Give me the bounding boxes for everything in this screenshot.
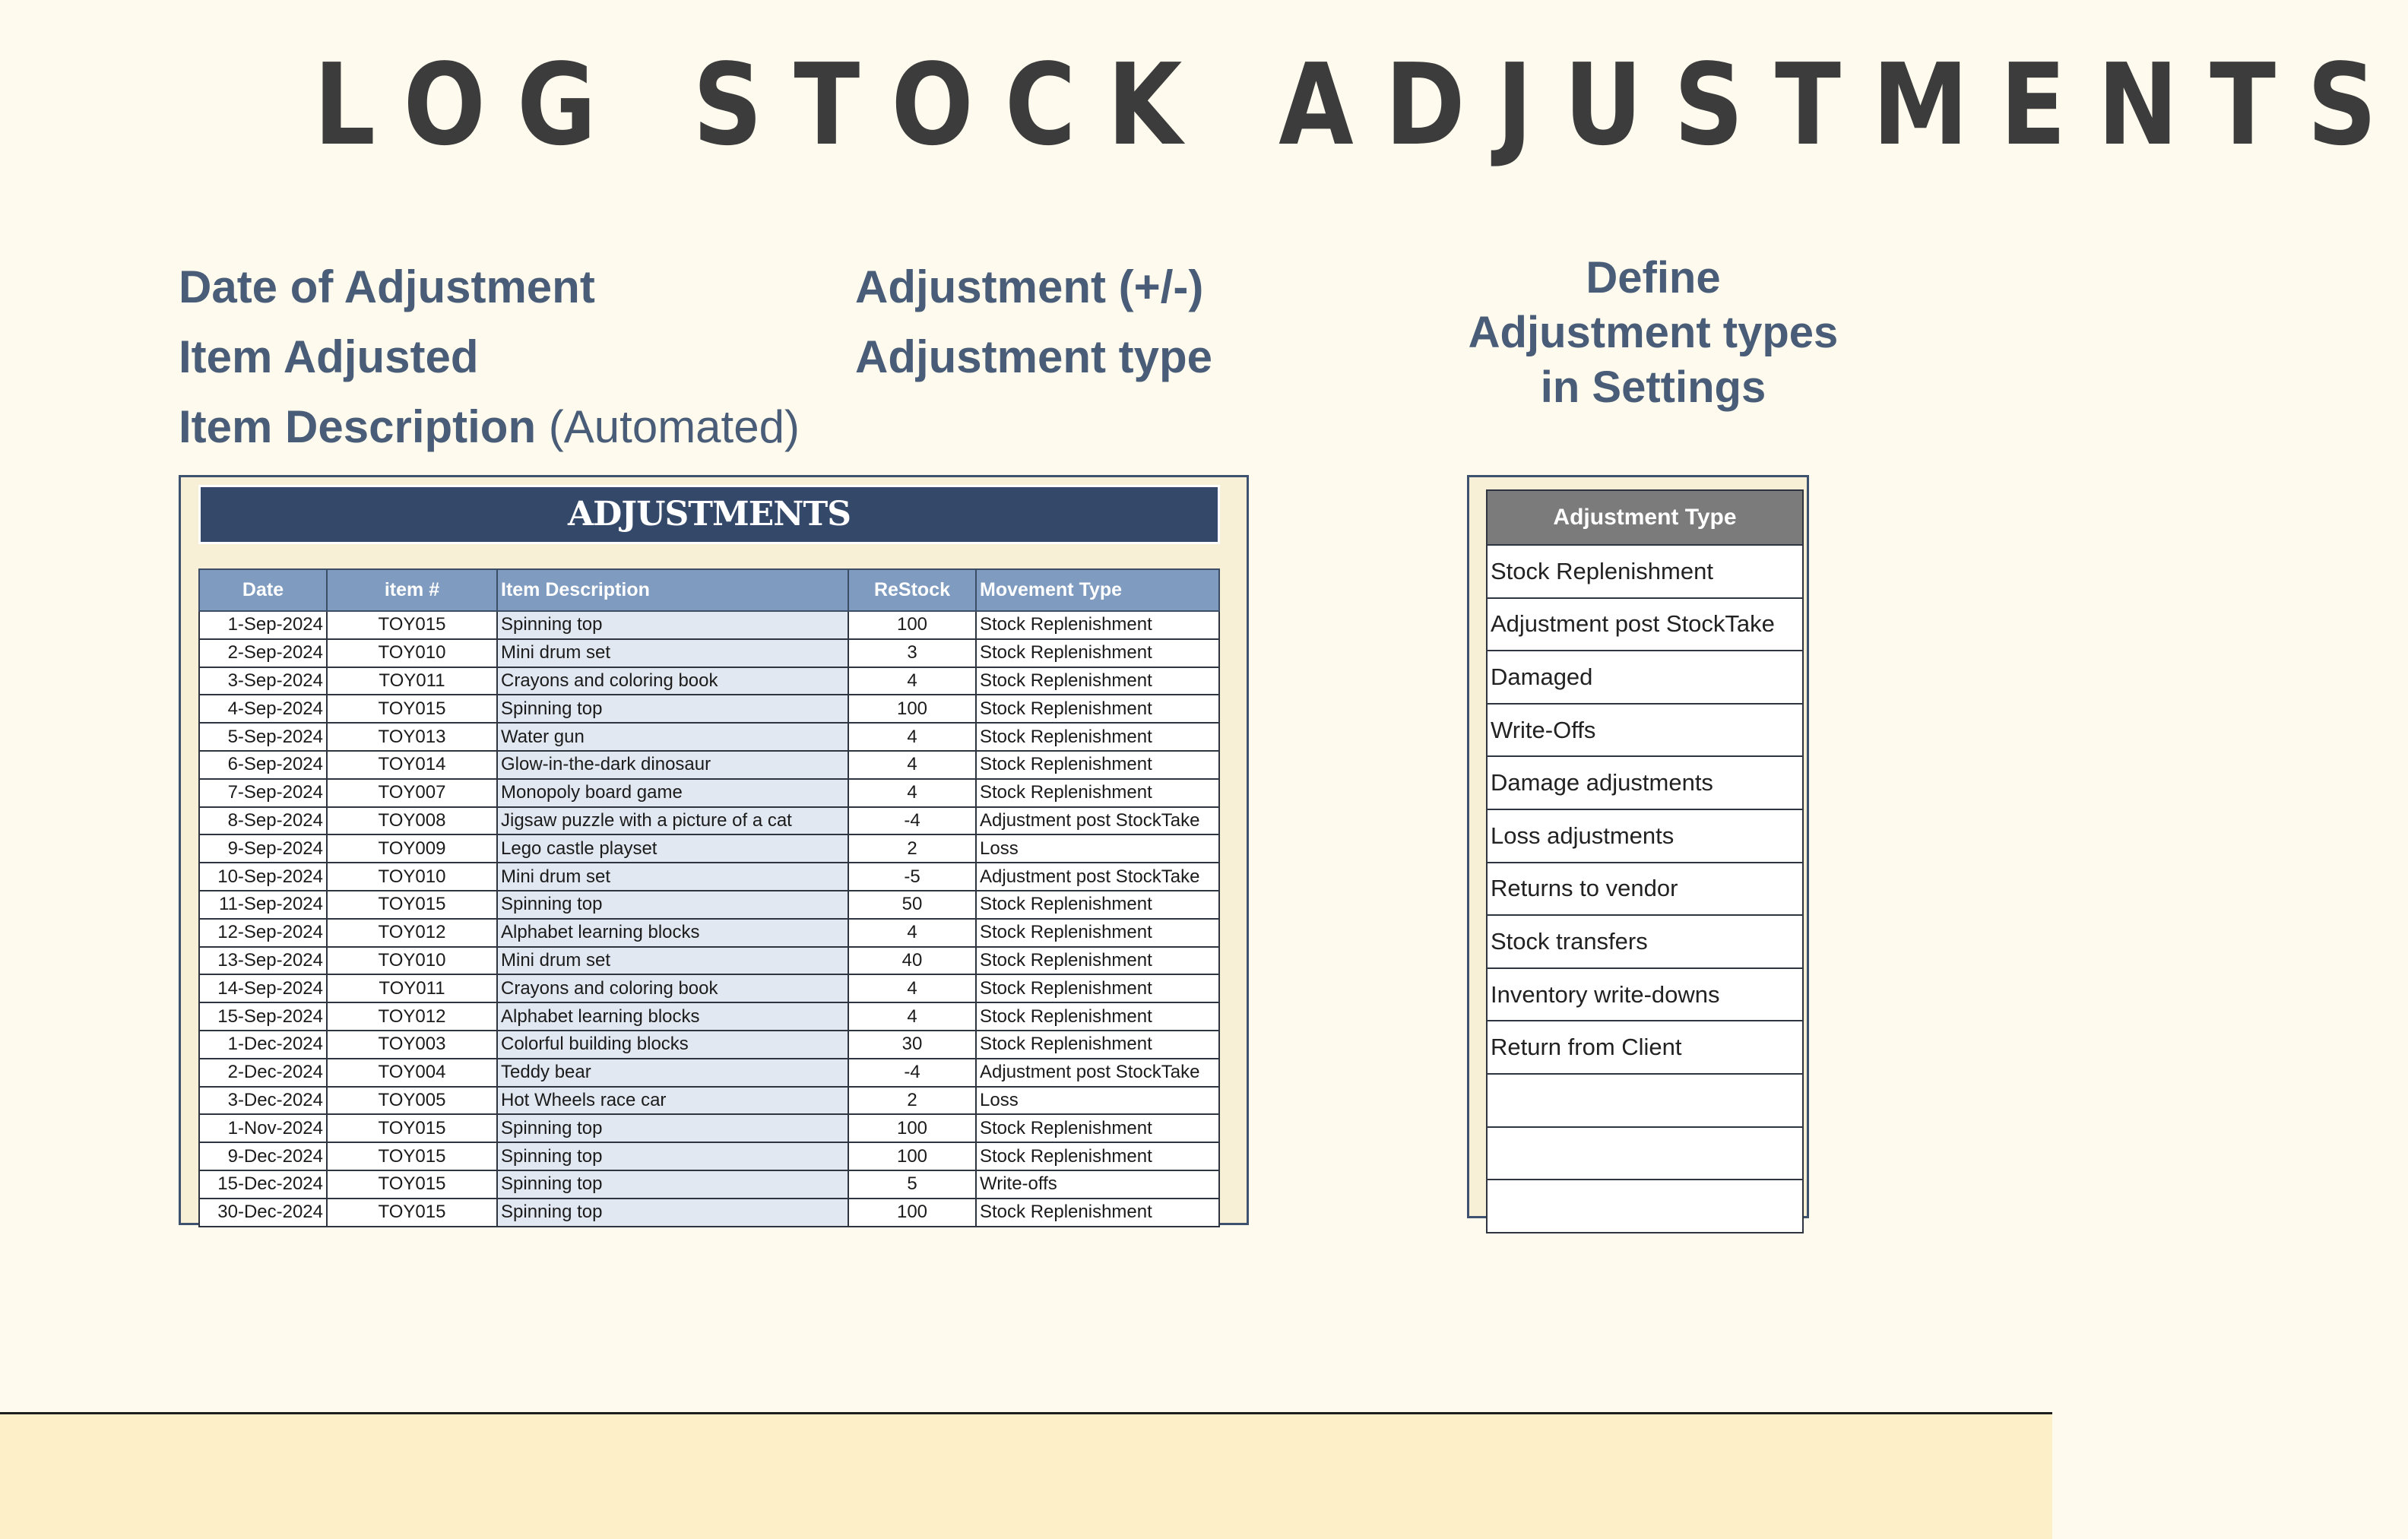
page-title: LOG STOCK ADJUSTMENTS	[313, 40, 2408, 170]
cell-description[interactable]: Crayons and coloring book	[497, 974, 848, 1002]
cell-restock[interactable]: -4	[848, 807, 976, 835]
cell-movement-type[interactable]: Stock Replenishment	[976, 695, 1219, 723]
adjustment-type-cell[interactable]	[1487, 1180, 1803, 1233]
cell-date[interactable]: 14-Sep-2024	[199, 974, 327, 1002]
define-types-note	[1444, 251, 1862, 415]
cell-description[interactable]: Spinning top	[497, 1199, 848, 1227]
label-adjustment-plus-minus: Adjustment (+/-)	[855, 261, 1204, 312]
cell-restock[interactable]: 100	[848, 1142, 976, 1170]
cell-movement-type[interactable]: Stock Replenishment	[976, 1114, 1219, 1142]
table-row	[199, 974, 1219, 1002]
adjustment-type-cell[interactable]: Stock transfers	[1487, 915, 1803, 968]
cell-item-number[interactable]: TOY015	[327, 611, 497, 639]
cell-item-number[interactable]: TOY011	[327, 974, 497, 1002]
table-row	[199, 1031, 1219, 1059]
cell-movement-type[interactable]: Write-offs	[976, 1170, 1219, 1199]
cell-movement-type[interactable]: Adjustment post StockTake	[976, 863, 1219, 891]
table-row	[199, 751, 1219, 779]
cell-item-number[interactable]: TOY011	[327, 667, 497, 695]
cell-movement-type[interactable]: Adjustment post StockTake	[976, 807, 1219, 835]
label-item-description-text: Item Description	[179, 401, 537, 452]
cell-movement-type[interactable]: Stock Replenishment	[976, 751, 1219, 779]
list-item	[1487, 1074, 1803, 1127]
cell-description[interactable]: Teddy bear	[497, 1059, 848, 1087]
cell-item-number[interactable]: TOY005	[327, 1087, 497, 1115]
cell-item-number[interactable]: TOY009	[327, 834, 497, 863]
cell-restock[interactable]: -5	[848, 863, 976, 891]
cell-description[interactable]: Mini drum set	[497, 863, 848, 891]
table-row	[199, 1199, 1219, 1227]
define-note-line-1: Define	[1586, 253, 1721, 302]
list-item	[1487, 756, 1803, 809]
table-row	[199, 1142, 1219, 1170]
table-row	[199, 807, 1219, 835]
adjustment-types-sheet	[1467, 475, 1809, 1218]
cell-date[interactable]: 2-Dec-2024	[199, 1059, 327, 1087]
cell-restock[interactable]: 40	[848, 947, 976, 975]
cell-description[interactable]: Spinning top	[497, 1114, 848, 1142]
define-note-line-3: in Settings	[1540, 363, 1766, 412]
cell-date[interactable]: 8-Sep-2024	[199, 807, 327, 835]
table-row	[199, 695, 1219, 723]
cell-restock[interactable]: 4	[848, 919, 976, 947]
cell-movement-type[interactable]: Stock Replenishment	[976, 723, 1219, 751]
cell-date[interactable]: 5-Sep-2024	[199, 723, 327, 751]
label-date-of-adjustment: Date of Adjustment	[179, 261, 595, 312]
cell-date[interactable]: 13-Sep-2024	[199, 947, 327, 975]
cell-date[interactable]: 10-Sep-2024	[199, 863, 327, 891]
cell-date[interactable]: 7-Sep-2024	[199, 779, 327, 807]
cell-description[interactable]: Mini drum set	[497, 639, 848, 667]
cell-movement-type[interactable]: Stock Replenishment	[976, 1002, 1219, 1031]
cell-date[interactable]: 3-Dec-2024	[199, 1087, 327, 1115]
cell-item-number[interactable]: TOY012	[327, 919, 497, 947]
adjustment-type-cell[interactable]: Damaged	[1487, 651, 1803, 704]
table-row	[199, 947, 1219, 975]
cell-item-number[interactable]: TOY015	[327, 1199, 497, 1227]
table-row	[199, 1002, 1219, 1031]
cell-item-number[interactable]: TOY015	[327, 695, 497, 723]
cell-movement-type[interactable]: Stock Replenishment	[976, 974, 1219, 1002]
cell-date[interactable]: 1-Nov-2024	[199, 1114, 327, 1142]
label-item-description	[179, 400, 800, 454]
cell-date[interactable]: 11-Sep-2024	[199, 891, 327, 919]
cell-item-number[interactable]: TOY007	[327, 779, 497, 807]
label-item-description-note: (Automated)	[548, 401, 800, 452]
cell-movement-type[interactable]: Loss	[976, 1087, 1219, 1115]
cell-restock[interactable]: 5	[848, 1170, 976, 1199]
adjustment-type-cell[interactable]: Write-Offs	[1487, 704, 1803, 757]
adjustment-types-table	[1486, 489, 1804, 1233]
cell-description[interactable]: Alphabet learning blocks	[497, 919, 848, 947]
adjustments-table	[198, 568, 1220, 1227]
define-note-line-2: Adjustment types	[1468, 308, 1839, 357]
col-header-item[interactable]: item #	[327, 569, 497, 611]
cell-movement-type[interactable]: Stock Replenishment	[976, 779, 1219, 807]
cell-item-number[interactable]: TOY015	[327, 1114, 497, 1142]
adjustment-type-cell[interactable]	[1487, 1127, 1803, 1180]
cell-description[interactable]: Spinning top	[497, 611, 848, 639]
cell-item-number[interactable]: TOY010	[327, 947, 497, 975]
cell-description[interactable]: Colorful building blocks	[497, 1031, 848, 1059]
cell-description[interactable]: Hot Wheels race car	[497, 1087, 848, 1115]
cell-restock[interactable]: 4	[848, 751, 976, 779]
cell-restock[interactable]: 2	[848, 834, 976, 863]
cell-movement-type[interactable]: Stock Replenishment	[976, 611, 1219, 639]
cell-item-number[interactable]: TOY015	[327, 1142, 497, 1170]
list-item	[1487, 968, 1803, 1021]
col-header-movement-type[interactable]: Movement Type	[976, 569, 1219, 611]
adjustment-type-cell[interactable]: Damage adjustments	[1487, 756, 1803, 809]
cell-date[interactable]: 30-Dec-2024	[199, 1199, 327, 1227]
col-header-date[interactable]: Date	[199, 569, 327, 611]
cell-restock[interactable]: 2	[848, 1087, 976, 1115]
list-item	[1487, 1180, 1803, 1233]
list-item	[1487, 651, 1803, 704]
adjustment-type-cell[interactable]: Loss adjustments	[1487, 809, 1803, 863]
table-row	[199, 1059, 1219, 1087]
cell-date[interactable]: 2-Sep-2024	[199, 639, 327, 667]
types-body	[1487, 545, 1803, 1233]
table-row	[199, 891, 1219, 919]
cell-date[interactable]: 1-Dec-2024	[199, 1031, 327, 1059]
adjustments-sheet	[179, 475, 1249, 1225]
cell-item-number[interactable]: TOY012	[327, 1002, 497, 1031]
table-row	[199, 667, 1219, 695]
label-item-adjusted: Item Adjusted	[179, 331, 479, 382]
cell-description[interactable]: Spinning top	[497, 1170, 848, 1199]
cell-description[interactable]: Spinning top	[497, 695, 848, 723]
cell-date[interactable]: 15-Sep-2024	[199, 1002, 327, 1031]
cell-description[interactable]: Spinning top	[497, 1142, 848, 1170]
cell-restock[interactable]: -4	[848, 1059, 976, 1087]
list-item	[1487, 915, 1803, 968]
cell-description[interactable]: Jigsaw puzzle with a picture of a cat	[497, 807, 848, 835]
cell-item-number[interactable]: TOY013	[327, 723, 497, 751]
cell-date[interactable]: 9-Dec-2024	[199, 1142, 327, 1170]
cell-description[interactable]: Alphabet learning blocks	[497, 1002, 848, 1031]
table-row	[199, 1114, 1219, 1142]
table-row	[199, 919, 1219, 947]
cell-movement-type[interactable]: Adjustment post StockTake	[976, 1059, 1219, 1087]
cell-description[interactable]: Monopoly board game	[497, 779, 848, 807]
col-header-description[interactable]: Item Description	[497, 569, 848, 611]
cell-item-number[interactable]: TOY004	[327, 1059, 497, 1087]
cell-restock[interactable]: 100	[848, 1199, 976, 1227]
cell-movement-type[interactable]: Loss	[976, 834, 1219, 863]
label-adjustment-type: Adjustment type	[855, 331, 1213, 382]
cell-description[interactable]: Lego castle playset	[497, 834, 848, 863]
col-header-restock[interactable]: ReStock	[848, 569, 976, 611]
cell-description[interactable]: Crayons and coloring book	[497, 667, 848, 695]
cell-item-number[interactable]: TOY003	[327, 1031, 497, 1059]
adjustment-type-cell[interactable]: Adjustment post StockTake	[1487, 598, 1803, 651]
table-row	[199, 1170, 1219, 1199]
table-row	[199, 779, 1219, 807]
cell-item-number[interactable]: TOY014	[327, 751, 497, 779]
cell-description[interactable]: Glow-in-the-dark dinosaur	[497, 751, 848, 779]
cell-date[interactable]: 9-Sep-2024	[199, 834, 327, 863]
cell-item-number[interactable]: TOY015	[327, 891, 497, 919]
footer-band	[0, 1414, 2052, 1539]
adjustment-type-cell[interactable]: Returns to vendor	[1487, 863, 1803, 916]
cell-movement-type[interactable]: Stock Replenishment	[976, 639, 1219, 667]
adjustment-type-cell[interactable]: Return from Client	[1487, 1021, 1803, 1074]
list-item	[1487, 598, 1803, 651]
cell-restock[interactable]: 50	[848, 891, 976, 919]
cell-restock[interactable]: 4	[848, 974, 976, 1002]
types-header[interactable]: Adjustment Type	[1487, 490, 1803, 545]
cell-movement-type[interactable]: Stock Replenishment	[976, 1199, 1219, 1227]
cell-restock[interactable]: 4	[848, 1002, 976, 1031]
cell-item-number[interactable]: TOY008	[327, 807, 497, 835]
cell-movement-type[interactable]: Stock Replenishment	[976, 947, 1219, 975]
cell-restock[interactable]: 4	[848, 779, 976, 807]
cell-description[interactable]: Water gun	[497, 723, 848, 751]
cell-movement-type[interactable]: Stock Replenishment	[976, 919, 1219, 947]
cell-date[interactable]: 3-Sep-2024	[199, 667, 327, 695]
cell-date[interactable]: 6-Sep-2024	[199, 751, 327, 779]
table-row	[199, 723, 1219, 751]
table-row	[199, 834, 1219, 863]
list-item	[1487, 809, 1803, 863]
list-item	[1487, 1021, 1803, 1074]
adjustment-type-cell[interactable]: Inventory write-downs	[1487, 968, 1803, 1021]
cell-movement-type[interactable]: Stock Replenishment	[976, 1031, 1219, 1059]
list-item	[1487, 863, 1803, 916]
adjustment-type-cell[interactable]: Stock Replenishment	[1487, 545, 1803, 598]
table-row	[199, 863, 1219, 891]
cell-description[interactable]: Spinning top	[497, 891, 848, 919]
cell-item-number[interactable]: TOY010	[327, 639, 497, 667]
cell-description[interactable]: Mini drum set	[497, 947, 848, 975]
list-item	[1487, 1127, 1803, 1180]
adjustments-header-row	[199, 569, 1219, 611]
cell-date[interactable]: 4-Sep-2024	[199, 695, 327, 723]
cell-date[interactable]: 12-Sep-2024	[199, 919, 327, 947]
cell-date[interactable]: 15-Dec-2024	[199, 1170, 327, 1199]
table-row	[199, 1087, 1219, 1115]
table-row	[199, 611, 1219, 639]
cell-restock[interactable]: 100	[848, 695, 976, 723]
cell-restock[interactable]: 4	[848, 667, 976, 695]
cell-movement-type[interactable]: Stock Replenishment	[976, 891, 1219, 919]
types-header-row	[1487, 490, 1803, 545]
adjustments-header: ADJUSTMENTS	[198, 485, 1220, 544]
cell-restock[interactable]: 30	[848, 1031, 976, 1059]
cell-date[interactable]: 1-Sep-2024	[199, 611, 327, 639]
cell-item-number[interactable]: TOY015	[327, 1170, 497, 1199]
adjustment-type-cell[interactable]	[1487, 1074, 1803, 1127]
list-item	[1487, 704, 1803, 757]
table-row	[199, 639, 1219, 667]
cell-movement-type[interactable]: Stock Replenishment	[976, 1142, 1219, 1170]
cell-restock[interactable]: 100	[848, 1114, 976, 1142]
adjustments-body	[199, 611, 1219, 1227]
cell-restock[interactable]: 100	[848, 611, 976, 639]
list-item	[1487, 545, 1803, 598]
cell-restock[interactable]: 3	[848, 639, 976, 667]
cell-restock[interactable]: 4	[848, 723, 976, 751]
cell-item-number[interactable]: TOY010	[327, 863, 497, 891]
cell-movement-type[interactable]: Stock Replenishment	[976, 667, 1219, 695]
